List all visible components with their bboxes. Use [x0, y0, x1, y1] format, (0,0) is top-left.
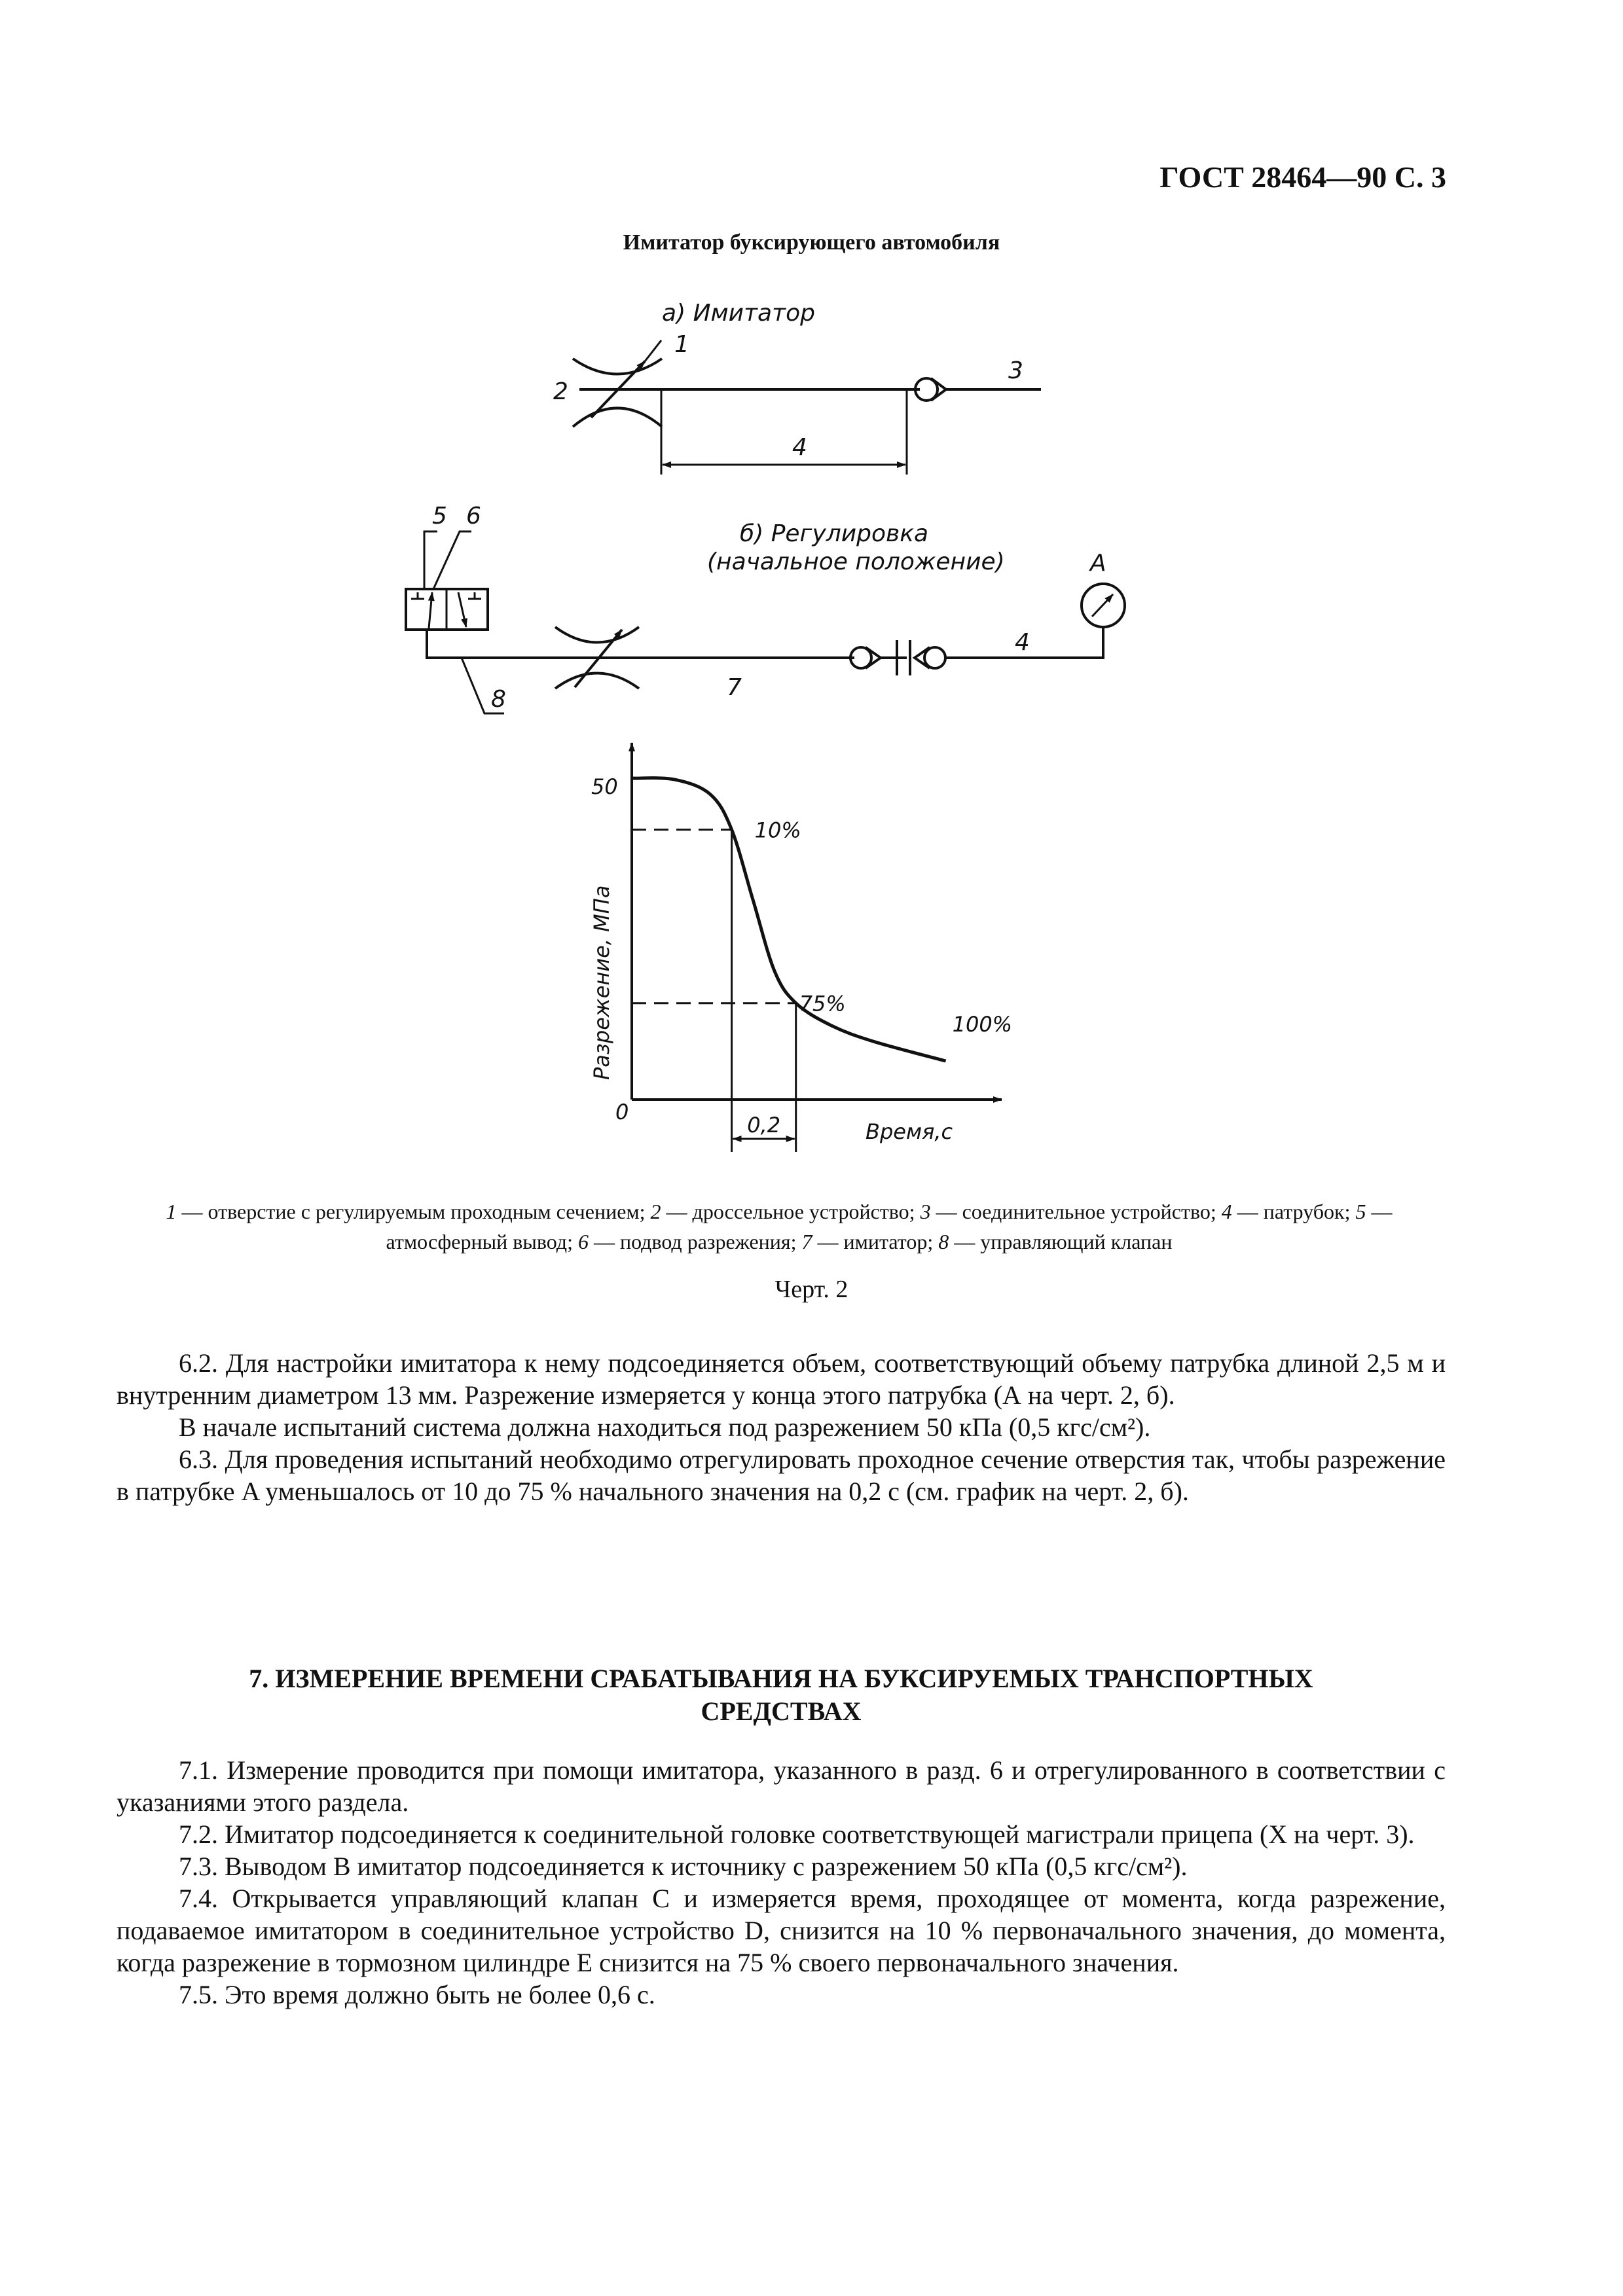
- label-5: 5: [432, 503, 447, 529]
- atm-outlet-leader: [424, 531, 437, 589]
- section-7-heading: [117, 1662, 1446, 1728]
- gauge-needle: [1092, 594, 1113, 617]
- paragraph-7-3: 7.3. Выводом B имитатор подсоединяется к источнику с разрежением 50 кПа (0,5 кгс/см²).: [179, 1852, 1188, 1881]
- legend-num-3: 3: [920, 1200, 931, 1223]
- legend-text-7: — имитатор;: [812, 1230, 939, 1253]
- legend-text-4: — патрубок;: [1231, 1200, 1356, 1223]
- paragraph-7-1: 7.1. Измерение проводится при помощи имитатора, указанного в разд. 6 и отрегулированного в соответствии с указаниями этого раздела.: [117, 1755, 1446, 1817]
- legend-num-6: 6: [577, 1230, 589, 1253]
- figure-legend: [115, 1196, 1444, 1257]
- legend-text-2: — дроссельное устройство;: [661, 1200, 921, 1223]
- figure-title: Имитатор буксирующего автомобиля: [623, 230, 1000, 255]
- paragraph-6-2-b: В начале испытаний система должна находиться под разрежением 50 кПа (0,5 кгс/см²).: [179, 1412, 1151, 1442]
- label-1: 1: [674, 331, 689, 358]
- part-b-caption-2: (начальное положение): [707, 548, 1005, 575]
- simulator-line-b: [427, 630, 854, 658]
- label-4-a: 4: [792, 434, 807, 461]
- y-tick-50: 50: [591, 774, 618, 799]
- paragraph-7-2: 7.2. Имитатор подсоединяется к соединительной головке соответствующей магистрали прицепа (X на черт. 3).: [179, 1820, 1415, 1849]
- annotation-100: 100%: [952, 1012, 1013, 1037]
- vacuum-inlet-leader: [433, 531, 471, 589]
- y-tick-0: 0: [615, 1100, 629, 1124]
- throttle-bottom-b: [555, 673, 639, 689]
- valve-arrow-1: [429, 592, 432, 628]
- legend-num-2: 2: [650, 1200, 661, 1223]
- legend-text-5: — атмосферный вывод;: [386, 1200, 1393, 1253]
- annotation-10: 10%: [754, 817, 801, 843]
- valve-arrow-2: [458, 592, 466, 627]
- label-6: 6: [466, 503, 481, 529]
- label-7: 7: [727, 674, 742, 701]
- x-axis-label: Время,с: [866, 1119, 953, 1144]
- vacuum-chart: [589, 743, 1012, 1152]
- paragraph-6-3: 6.3. Для проведения испытаний необходимо отрегулировать проходное сечение отверстия так, чтобы разрежение в патрубке A уменьшалось от 10 до 75 % начального значения на 0,2 с (см. график на черт. 2, б).: [117, 1444, 1446, 1506]
- throttle-top-a: [573, 359, 662, 374]
- coupling-ball-right: [924, 647, 945, 668]
- legend-num-4: 4: [1221, 1200, 1232, 1223]
- paragraph-7-5: 7.5. Это время должно быть не более 0,6 с.: [179, 1980, 655, 2009]
- label-1-leader: [645, 340, 661, 361]
- y-axis-label: Разрежение, МПа: [589, 885, 614, 1080]
- section-6-paragraphs: [117, 1347, 1446, 1507]
- legend-text-1: — отверстие с регулируемым проходным сечением;: [176, 1200, 651, 1223]
- label-8: 8: [491, 686, 506, 713]
- label-4-b: 4: [1015, 629, 1030, 656]
- paragraph-7-4: 7.4. Открывается управляющий клапан C и измеряется время, проходящее от момента, когда разрежение, подаваемое имитатором в соединительное устройство D, снизится на 10 % первоначального значения, до момента, когда разрежение в тормозном цилиндре E снизится на 75 % своего первоначального значения.: [117, 1884, 1446, 1977]
- legend-text-8: — управляющий клапан: [949, 1230, 1173, 1253]
- label-A: A: [1090, 550, 1106, 577]
- page-header: ГОСТ 28464—90 С. 3: [1159, 160, 1446, 194]
- throttle-top-b: [555, 627, 639, 643]
- legend-num-8: 8: [938, 1230, 949, 1253]
- legend-num-7: 7: [801, 1230, 812, 1253]
- section-7-heading-line-1: 7. ИЗМЕРЕНИЕ ВРЕМЕНИ СРАБАТЫВАНИЯ НА БУКСИРУЕМЫХ ТРАНСПОРТНЫХ: [249, 1664, 1313, 1693]
- figure-number: Черт. 2: [775, 1276, 848, 1303]
- legend-text-6: — подвод разрежения;: [588, 1230, 802, 1253]
- annotation-75: 75%: [799, 991, 846, 1016]
- legend-num-5: 5: [1355, 1200, 1366, 1223]
- interval-label: 0,2: [747, 1113, 781, 1138]
- part-a-caption: а) Имитатор: [662, 300, 815, 327]
- label-2: 2: [553, 378, 568, 405]
- paragraph-6-2: 6.2. Для настройки имитатора к нему подсоединяется объем, соответствующий объему патрубка длиной 2,5 м и внутренним диаметром 13 мм. Разрежение измеряется у конца этого патрубка (А на черт. 2, б).: [117, 1348, 1446, 1410]
- throttle-bottom-a: [573, 408, 662, 427]
- label-3: 3: [1008, 357, 1023, 384]
- part-b-caption-1: б) Регулировка: [740, 520, 929, 547]
- section-7-heading-line-2: СРЕДСТВАХ: [701, 1696, 862, 1726]
- coupling-cone-left: [866, 647, 881, 668]
- section-7-paragraphs: [117, 1754, 1446, 2011]
- legend-text-3: — соединительное устройство;: [930, 1200, 1222, 1223]
- legend-num-1: 1: [166, 1200, 177, 1223]
